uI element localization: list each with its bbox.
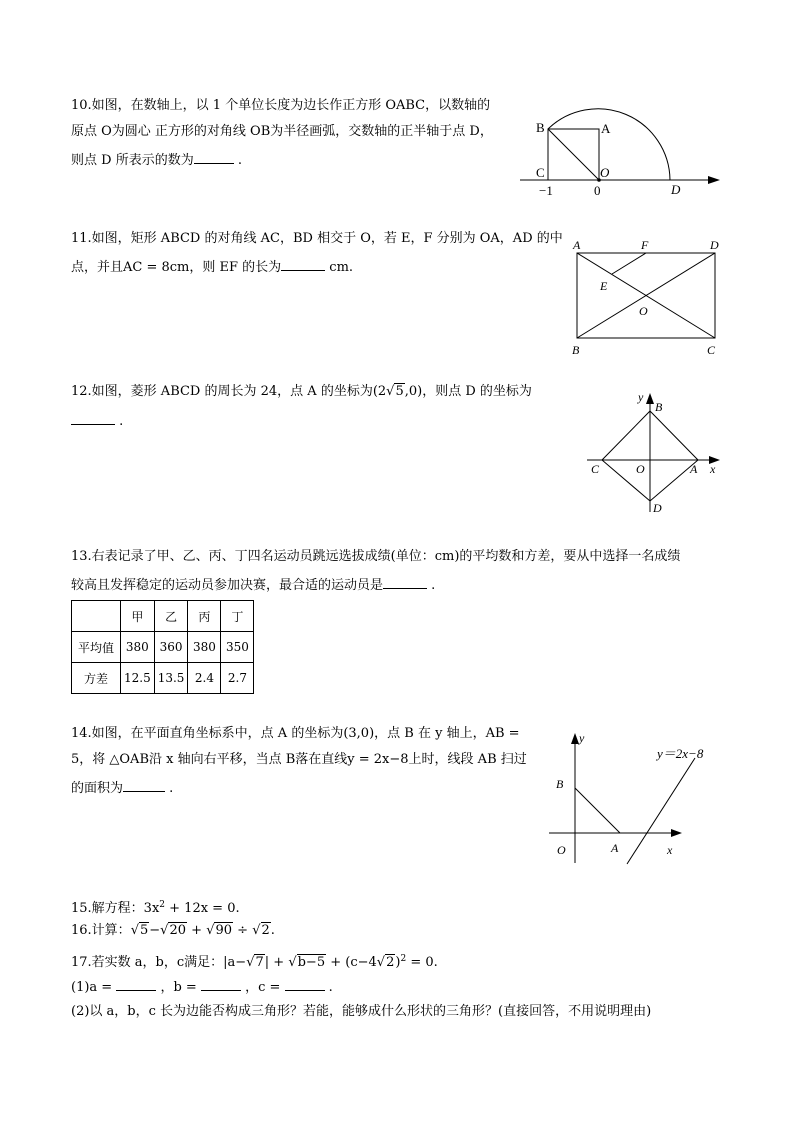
q10-label-A: A bbox=[601, 121, 611, 136]
q11-label-F: F bbox=[641, 238, 649, 252]
q11-label-E: E bbox=[600, 279, 608, 293]
q10-number-line-figure bbox=[515, 110, 725, 200]
q14-label-A: A bbox=[611, 841, 619, 855]
q11-rectangle-figure bbox=[568, 236, 728, 358]
q14-coordinate-figure bbox=[545, 728, 730, 868]
q12-label-B: B bbox=[655, 400, 663, 414]
q12-rhombus-figure bbox=[584, 388, 724, 520]
table-header-cell: 丁 bbox=[221, 601, 254, 632]
table-cell: 350 bbox=[221, 632, 254, 663]
q12-label-x: x bbox=[710, 462, 716, 476]
q14-label-y: y bbox=[579, 731, 585, 745]
q10-label-C: C bbox=[536, 165, 545, 180]
q12-line1: 12.如图，菱形 ABCD 的周长为 24，点 A 的坐标为(2√5,0)，则点 D 的坐标为 bbox=[71, 384, 532, 399]
q12-label-D: D bbox=[653, 501, 662, 515]
q14-line-equation: y＝2x−8 bbox=[657, 746, 704, 761]
table-cell: 2.7 bbox=[221, 663, 254, 694]
q11-label-C: C bbox=[707, 343, 716, 357]
table-cell: 380 bbox=[121, 632, 155, 663]
q14-label-x: x bbox=[667, 843, 673, 857]
q13-answer-blank[interactable] bbox=[383, 576, 427, 589]
q17-a-blank[interactable] bbox=[116, 978, 156, 991]
q14-line2: 5，将 △OAB沿 x 轴向右平移，当点 B落在直线y = 2x−8上时，线段 AB 扫过 bbox=[71, 752, 527, 767]
table-header-cell: 乙 bbox=[154, 601, 188, 632]
q10-answer-blank[interactable] bbox=[194, 151, 234, 164]
q17-b-blank[interactable] bbox=[201, 978, 241, 991]
table-cell: 380 bbox=[188, 632, 221, 663]
table-cell: 13.5 bbox=[154, 663, 188, 694]
table-row bbox=[72, 601, 254, 632]
table-header-cell: 甲 bbox=[121, 601, 155, 632]
q13-line1: 13.右表记录了甲、乙、丙、丁四名运动员跳远选拔成绩(单位：cm)的平均数和方差，要从中选择一名成绩 bbox=[71, 549, 681, 564]
q17-part1: (1)a = ，b = ，c = . bbox=[71, 980, 333, 995]
q11-label-A: A bbox=[573, 238, 581, 252]
table-header-cell: 丙 bbox=[188, 601, 221, 632]
q11-label-D: D bbox=[710, 238, 719, 252]
q12-answer-blank[interactable] bbox=[71, 412, 115, 425]
q15-line: 15.解方程：$3x^2 + 12x = 0$. bbox=[71, 900, 240, 916]
table-cell bbox=[72, 601, 121, 632]
q13-score-table bbox=[71, 600, 254, 694]
q11-label-O: O bbox=[639, 304, 648, 318]
q14-answer-blank[interactable] bbox=[123, 779, 165, 792]
q12-label-O: O bbox=[636, 462, 645, 476]
q12-label-C: C bbox=[591, 462, 600, 476]
q14-label-B: B bbox=[556, 777, 564, 791]
table-row bbox=[72, 632, 254, 663]
q13-line2: 较高且发挥稳定的运动员参加决赛，最合适的运动员是 . bbox=[71, 578, 436, 593]
q12-label-y: y bbox=[638, 390, 644, 404]
q10-label-O: O bbox=[600, 165, 610, 180]
table-row bbox=[72, 663, 254, 694]
q10-label-D: D bbox=[671, 182, 681, 197]
q12-line2: . bbox=[71, 412, 123, 430]
q11-answer-blank[interactable] bbox=[281, 258, 325, 271]
table-cell: 12.5 bbox=[121, 663, 155, 694]
q17-line1: 17.若实数 a，b，c满足：$|a-√7| + √b-5 + (c-4√2)^2 = 0$. bbox=[71, 954, 438, 970]
q11-label-B: B bbox=[572, 343, 580, 357]
q14-line1: 14.如图，在平面直角坐标系中，点 A 的坐标为(3,0)，点 B 在 y 轴上，AB = bbox=[71, 726, 520, 741]
table-cell: 360 bbox=[154, 632, 188, 663]
q10-line1: 10.如图，在数轴上，以 1 个单位长度为边长作正方形 OABC，以数轴的 bbox=[71, 98, 491, 113]
q16-line: 16.计算：√5−√20 + √90 ÷ √2. bbox=[71, 923, 275, 938]
q10-tick-0: 0 bbox=[594, 183, 601, 198]
table-cell: 平均值 bbox=[72, 632, 121, 663]
table-cell: 方差 bbox=[72, 663, 121, 694]
q14-line3: 的面积为 . bbox=[71, 781, 174, 796]
q10-tick-neg1: −1 bbox=[539, 183, 553, 198]
q11-line1: 11.如图，矩形 ABCD 的对角线 AC，BD 相交于 O，若 E，F 分别为 OA，AD 的中 bbox=[71, 231, 563, 246]
q11-line2: 点，并且AC = 8cm，则 EF 的长为 cm. bbox=[71, 260, 354, 275]
table-cell: 2.4 bbox=[188, 663, 221, 694]
q12-label-A: A bbox=[690, 462, 698, 476]
q14-label-O: O bbox=[557, 843, 566, 857]
q17-c-blank[interactable] bbox=[285, 978, 325, 991]
q17-part2: (2)以 a，b，c 长为边能否构成三角形？若能，能够成什么形状的三角形？(直接回答，不用说明理由) bbox=[71, 1004, 652, 1019]
q10-label-B: B bbox=[536, 120, 545, 135]
q10-line3: 则点 D 所表示的数为 . bbox=[71, 153, 242, 168]
q10-line2: 原点 O为圆心 正方形的对角线 OB为半径画弧，交数轴的正半轴于点 D， bbox=[71, 124, 493, 139]
